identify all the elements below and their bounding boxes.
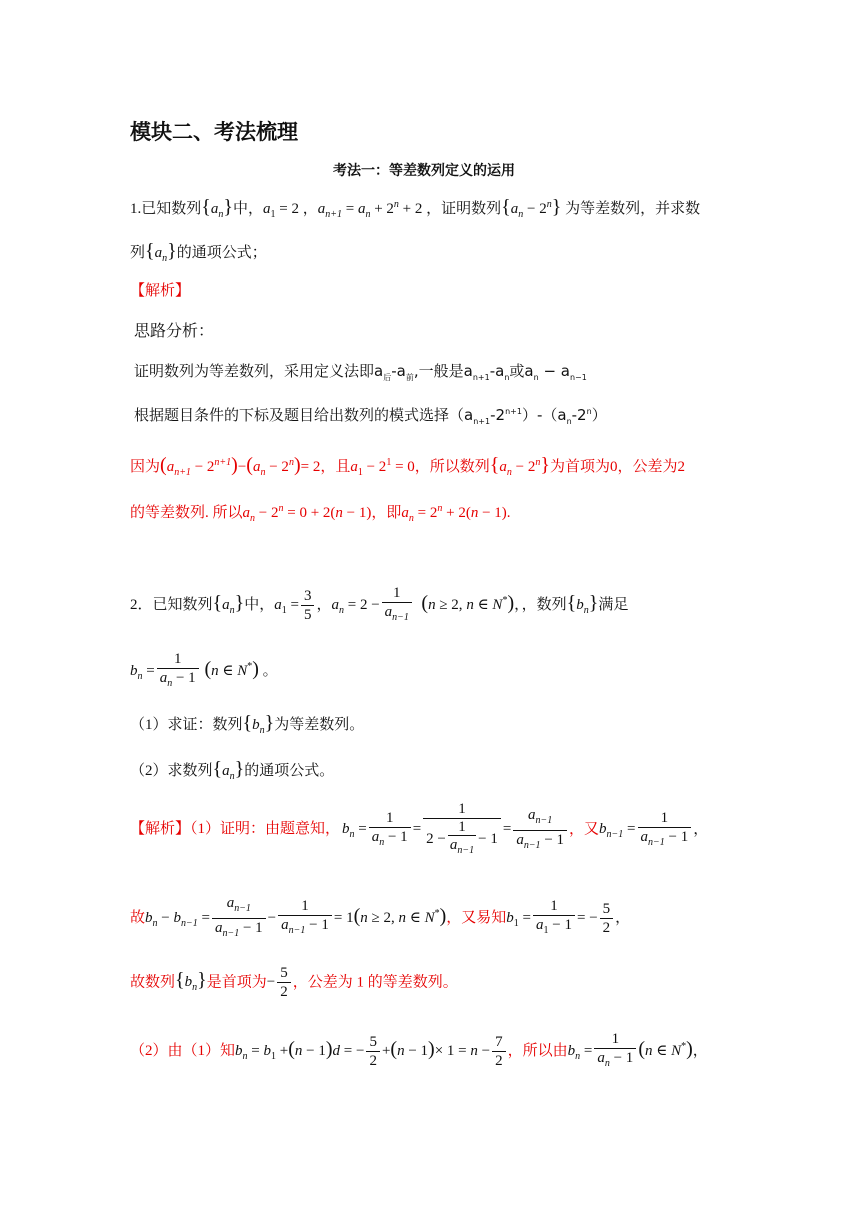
solution2-text: ，所以由 (507, 1042, 568, 1059)
method-title: 考法一：等差数列定义的运用 (333, 163, 515, 179)
solution2-text: 是首项为 (206, 974, 267, 991)
formula: $a_n = 2$ − $\frac{1}{a_{n-1}}$ (331, 597, 413, 613)
solution2-text: （1）证明：由题意知， (190, 821, 341, 837)
formula: − $\frac{5}{2}$ (267, 974, 293, 990)
formula: $b_n = b_1 +(n - 1)d$ = − $\frac{5}{2}$ +(n − 1)× 1 = n − $\frac{7}{2}$ (235, 1043, 508, 1059)
analysis-label: 【解析】 (130, 283, 191, 299)
formula: $b_n$ = $\frac{1}{a_n - 1}$ (n ∈ N*) (130, 663, 259, 679)
formula: $\{a_n - 2^n\}$ (501, 196, 562, 220)
problem2-text: 2．已知数列 (130, 596, 213, 613)
formula: $(a_{n+1} - 2^{n+1})-(a_n - 2^n)= 2$ (160, 454, 321, 478)
formula: $b_n$ = $\frac{1}{a_n - 1}$ (n ∈ N*) (568, 1043, 693, 1059)
formula: $\{b_n\}$ (242, 712, 275, 736)
problem2-text: 中， (244, 596, 275, 613)
solution2-line3 (130, 964, 458, 1002)
problem2-text: 的通项公式。 (244, 763, 335, 779)
section-title: 模块二、考法梳理 (130, 120, 298, 144)
problem1-text: 中， (232, 201, 263, 217)
solution2-text: ，又易知 (446, 909, 507, 926)
solution2-formula1: $b_n$ = $\frac{1}{a_n - 1}$ = 1 2 − $\frac{1}{a_{n-1}}$ − 1 = $\frac{a_{n-1}}{a_{n-1} - 1}$ ，又$b_{n-1}$ = $\frac{1}{a_{n-1} - 1}$ ， (342, 800, 708, 860)
formula: $b_n$ = $\frac{1}{a_n - 1}$ = 1 2 − $\frac{1}{a_{n-1}}$ − 1 = $\frac{a_{n-1}}{a_{n-1} - 1}$ (342, 821, 569, 837)
solution1-line1: 因为$(a_{n+1} - 2^{n+1})-(a_n - 2^n)= 2$，且$a_1 - 2^1 = 0$，所以数列$\{a_n - 2^n\}$为首项为0，公差为2 (130, 454, 686, 478)
problem2-line1: 2．已知数列$\{a_n\}$中，$a_1$ = $\frac{3}{5}$ ，$a_n = 2$ − $\frac{1}{a_{n-1}}$ (n ≥ 2, n ∈ N*)，，数列$\{b_n\}$满足 (130, 584, 628, 627)
formula: $\{a_n\}$ (212, 758, 245, 782)
solution1-line2 (130, 498, 511, 530)
thinking-line1: 证明数列为等差数列，采用定义法即$a_后-a_前$,一般是$a_{n+1}-a_n$或$a_n - a_{n-1}$ (134, 362, 587, 382)
solution1-text: 为首项为 (549, 459, 610, 475)
problem2-line2 (130, 650, 278, 693)
problem2-question2 (130, 758, 334, 788)
solution2-text: 【解析】 (130, 821, 191, 837)
solution2-text: 故 (130, 909, 146, 926)
solution1-text: ，所以数列 (414, 459, 490, 475)
solution1-text: ，公差为 (617, 459, 678, 475)
problem2-question1 (130, 712, 364, 742)
problem2-text: 满足 (598, 596, 629, 613)
formula: $\{a_n\}$ (212, 591, 245, 616)
problem2-text: ，数列 (521, 596, 567, 613)
problem1-text: 为等差数列，并求数 (565, 201, 701, 217)
solution2-line4: （2）由（1）知$b_n = b_1 +(n - 1)d$ = − $\frac{5}{2}$ +(n − 1)× 1 = n − $\frac{7}{2}$ ，所以由$b_n$ = $\frac{1}{a_n - 1}$ (n ∈ N*)， (130, 1030, 708, 1073)
solution2-line2: 故$b_n - b_{n-1}$ = $\frac{a_{n-1}}{a_{n-1} - 1}$ − $\frac{1}{a_{n-1} - 1}$ = 1(n ≥ 2, n ∈ N*)，又易知$b_1$ = $\frac{1}{a_1 - 1}$ = − $\frac{5}{2}$ ， (130, 894, 630, 943)
formula: $a_1 = 2$ (263, 201, 299, 220)
solution2-text: （2）由（1）知 (130, 1042, 236, 1059)
formula: $a_1$ = $\frac{3}{5}$ (274, 597, 316, 613)
problem1-line1: 1.已知数列$\{a_n\}$中，$a_1 = 2$ ，$a_{n+1} = a_n + 2^n + 2$ ，证明数列$\{a_n - 2^n\}$ 为等差数列，并求数 (130, 196, 701, 220)
thinking-text: 一般是 (418, 362, 464, 380)
formula: $b_1$ = $\frac{1}{a_1 - 1}$ = − $\frac{5}{2}$ (506, 910, 615, 926)
thinking-text: 证明数列为等差数列，采用定义法即 (134, 362, 375, 380)
formula: $\{b_n\}$ (566, 591, 599, 616)
problem1-text: 1.已知数列 (130, 201, 202, 217)
formula: $\{a_n - 2^n\}$ (489, 454, 550, 478)
formula: $b_{n-1}$ = $\frac{1}{a_{n-1} - 1}$ (599, 821, 693, 837)
solution1-text: 的等差数列. 所以 (130, 505, 243, 521)
solution1-text: ，且 (320, 459, 351, 475)
thinking-line2: 根据题目条件的下标及题目给出数列的模式选择$(a_{n+1}-2^{n+1})-(a_n-2^n)$ (134, 406, 607, 426)
formula: $a_{n+1} = a_n + 2^n + 2$ (317, 199, 423, 220)
solution1-text: . (506, 505, 511, 521)
formula: (n ≥ 2, n ∈ N*) (421, 591, 515, 614)
thinking-text: 根据题目条件的下标及题目给出数列的模式选择（ (134, 406, 465, 424)
solution2-text: ，又 (569, 821, 600, 838)
formula: $a_1 - 2^1 = 0$ (350, 457, 415, 478)
formula: $b_n - b_{n-1}$ = $\frac{a_{n-1}}{a_{n-1} - 1}$ − $\frac{1}{a_{n-1} - 1}$ = 1(n ≥ 2, n ∈ N*) (145, 910, 446, 926)
thinking-text: ）-（ (521, 406, 558, 424)
formula: $\{b_n\}$ (175, 969, 207, 994)
solution2-line1 (130, 818, 340, 840)
thinking-text: ） (591, 406, 607, 424)
thinking-title: 思路分析： (134, 321, 215, 340)
thinking-text: 或 (509, 362, 525, 380)
problem2-text: （1）求证：数列 (130, 717, 243, 733)
formula: $\{a_n\}$ (145, 240, 177, 264)
problem1-text: 的通项公式； (176, 245, 267, 261)
formula: $a_n = 2^n + 2(n - 1)$ (401, 503, 507, 524)
solution2-text: ，公差为 1 的等差数列。 (292, 974, 458, 991)
problem1-text: ，证明数列 (426, 201, 502, 217)
problem2-text: （2）求数列 (130, 763, 213, 779)
formula: $a_n - 2^n = 0 + 2(n - 1)$ (242, 503, 372, 524)
problem2-text: 。 (262, 662, 278, 679)
solution1-text: ，即 (371, 505, 402, 521)
solution1-text: 因为 (130, 459, 161, 475)
problem1-line2 (130, 240, 267, 270)
solution2-text: 故数列 (130, 974, 176, 991)
formula: $\{a_n\}$ (201, 196, 233, 220)
problem1-text: 列 (130, 245, 146, 261)
problem2-text: 为等差数列。 (274, 717, 365, 733)
